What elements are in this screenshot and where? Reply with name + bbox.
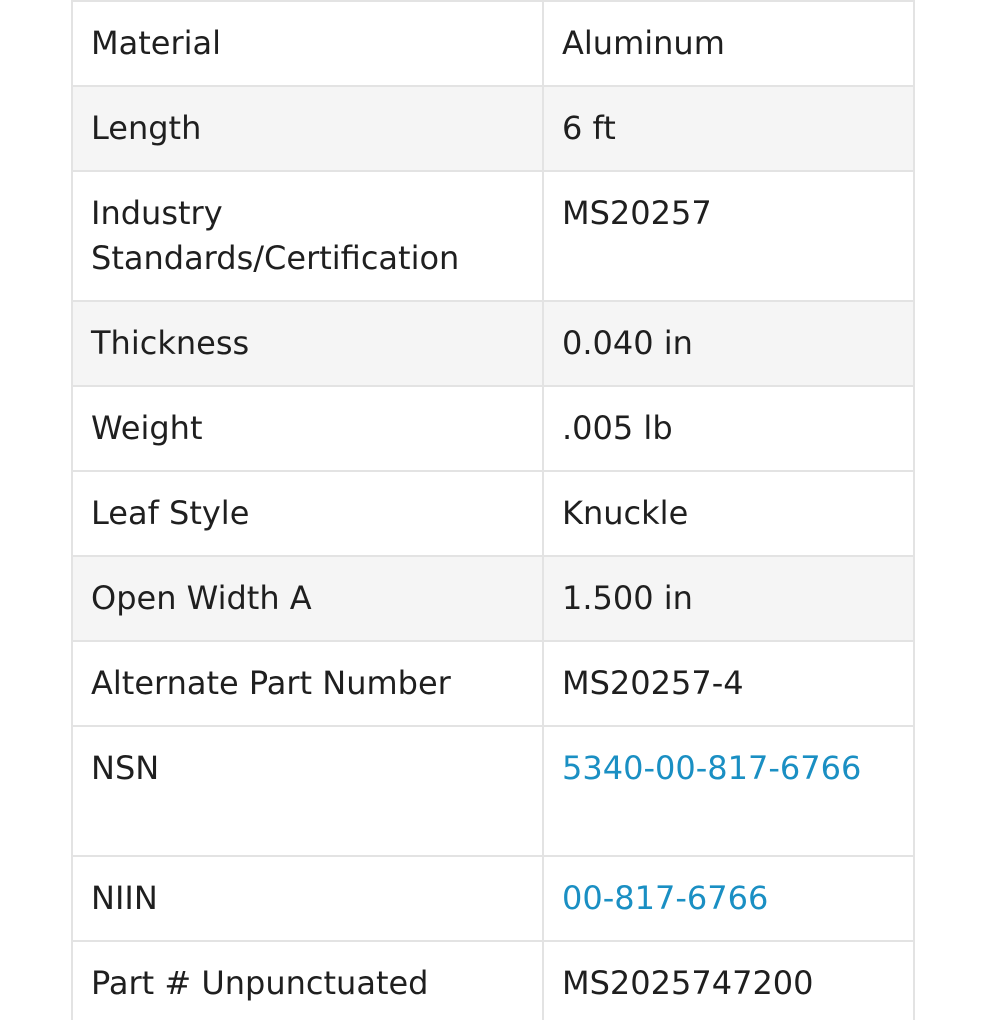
spec-value-industry-standards: MS20257 (543, 171, 914, 301)
spec-value-material: Aluminum (543, 1, 914, 86)
nsn-link[interactable]: 5340-00-817-6766 (562, 749, 862, 787)
spec-value-nsn (543, 726, 914, 856)
spec-label-part-unpunctuated: Part # Unpunctuated (72, 941, 543, 1020)
spec-value-leaf-style: Knuckle (543, 471, 914, 556)
spec-value-alternate-part-number: MS20257-4 (543, 641, 914, 726)
table-row (72, 386, 914, 471)
table-row (72, 726, 914, 856)
table-row (72, 471, 914, 556)
table-row (72, 1, 914, 86)
specifications-table (71, 0, 915, 1020)
spec-label-open-width: Open Width A (72, 556, 543, 641)
spec-label-niin: NIIN (72, 856, 543, 941)
spec-label-thickness: Thickness (72, 301, 543, 386)
spec-value-open-width: 1.500 in (543, 556, 914, 641)
table-row (72, 171, 914, 301)
spec-label-weight: Weight (72, 386, 543, 471)
table-row (72, 301, 914, 386)
spec-label-nsn: NSN (72, 726, 543, 856)
niin-link[interactable]: 00-817-6766 (562, 879, 769, 917)
table-row (72, 86, 914, 171)
spec-value-thickness: 0.040 in (543, 301, 914, 386)
spec-value-weight: .005 lb (543, 386, 914, 471)
table-row (72, 556, 914, 641)
table-row (72, 641, 914, 726)
spec-value-niin (543, 856, 914, 941)
table-row (72, 941, 914, 1020)
spec-value-length: 6 ft (543, 86, 914, 171)
spec-label-length: Length (72, 86, 543, 171)
spec-label-industry-standards: Industry Standards/Certification (72, 171, 543, 301)
table-row (72, 856, 914, 941)
spec-label-alternate-part-number: Alternate Part Number (72, 641, 543, 726)
spec-value-part-unpunctuated: MS2025747200 (543, 941, 914, 1020)
spec-label-material: Material (72, 1, 543, 86)
spec-label-leaf-style: Leaf Style (72, 471, 543, 556)
